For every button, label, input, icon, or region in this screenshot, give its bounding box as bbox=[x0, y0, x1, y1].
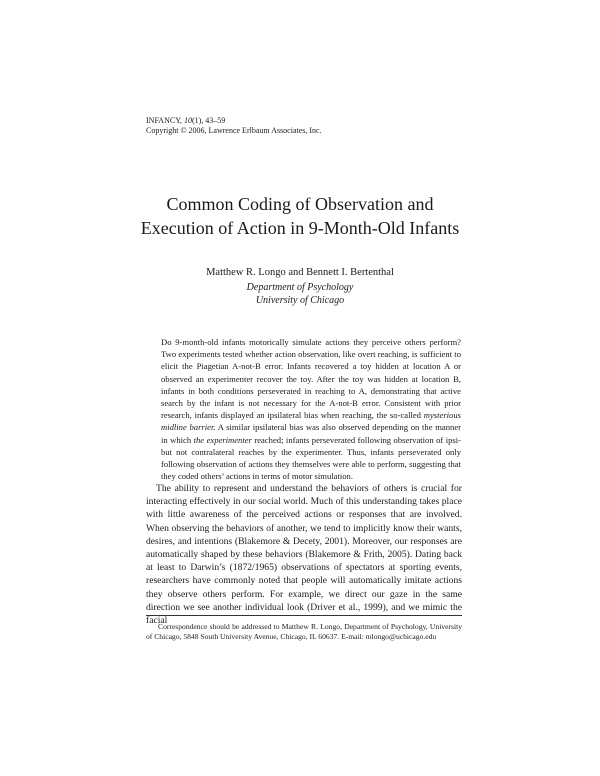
author-university: University of Chicago bbox=[255, 295, 345, 306]
citation-line bbox=[146, 116, 322, 126]
footnote-divider bbox=[146, 615, 462, 616]
journal-issue-pages: (1), 43–59 bbox=[191, 116, 226, 125]
paper-title bbox=[100, 192, 500, 240]
copyright-line: Copyright © 2006, Lawrence Erlbaum Associates, Inc. bbox=[146, 126, 322, 135]
correspondence-footnote: Correspondence should be addressed to Matthew R. Longo, Department of Psychology, University of Chicago, 5848 South University Avenue, Chicago, IL 60637. E-mail: mlongo@uchicago.edu bbox=[146, 622, 462, 641]
title-line-2: Execution of Action in 9-Month-Old Infants bbox=[140, 218, 460, 238]
abstract-text-1: Do 9-month-old infants motorically simulate actions they perceive others perform? Two experiments tested whether action observation, like overt reaching, is sufficient to elicit the Piagetian A-not-B error. Infants recovered a toy hidden at location A or observed an experimenter recover the toy. After the toy was hidden at location B, infants in both conditions perseverated in reaching to A, demonstrating that active search by the infant is not necessary for the A-not-B error. Consistent with prior research, infants displayed an ipsilateral bias when reaching, the so-called bbox=[161, 337, 461, 421]
abstract-text-3: reached; infants perseverated following observation of ipsi- but not contralateral reaches by the experimenter. Thus, infants perseverated only following observation of actions they themselves were able to perform, suggesting that they coded others’ actions in terms of motor simulation. bbox=[161, 434, 461, 482]
title-line-1: Common Coding of Observation and bbox=[166, 194, 434, 214]
author-list: Matthew R. Longo and Bennett I. Bertenthal bbox=[206, 267, 394, 278]
author-department: Department of Psychology bbox=[246, 282, 354, 293]
journal-volume: 10 bbox=[183, 116, 192, 125]
abstract bbox=[161, 336, 461, 482]
journal-name: INFANCY, bbox=[146, 116, 182, 125]
abstract-text-2: A similar ipsilateral bias was also observed depending on the manner in which bbox=[161, 422, 462, 445]
abstract-emphasis-1: mysterious midline barrier. bbox=[161, 410, 461, 433]
journal-header bbox=[146, 116, 322, 136]
body-paragraph: The ability to represent and understand the behaviors of others is crucial for interacting effectively in our social world. Much of this understanding takes place with little awareness of the perceived actions or responses that are involved. When observing the behaviors of another, we tend to implicitly know their wants, desires, and intentions (Blakemore & Decety, 2001). Moreover, our responses are automatically shaped by these behaviors (Blakemore & Frith, 2005). Dating back at least to Darwin’s (1872/1965) observations of spectators at sporting events, researchers have commonly noted that people will automatically imitate actions they observe others perform. For example, we direct our gaze in the same direction we see another individual look (Driver et al., 1999), and we mimic the facial bbox=[146, 483, 462, 627]
abstract-emphasis-2: the experimenter bbox=[193, 434, 252, 445]
